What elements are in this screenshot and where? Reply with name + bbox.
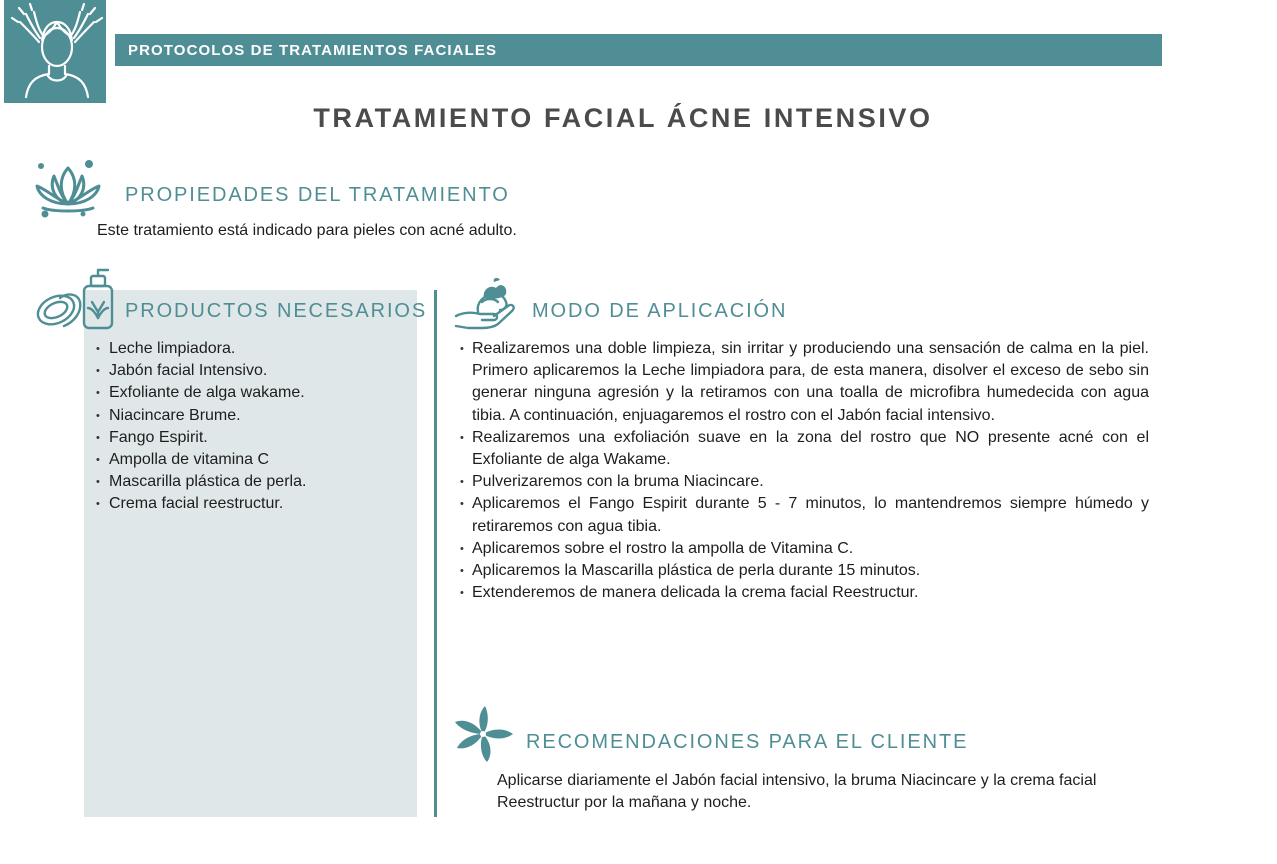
woman-face-icon (4, 0, 106, 103)
list-item: • Niacincare Brume. (96, 405, 306, 427)
list-item: • Exfoliante de alga wakame. (96, 382, 306, 404)
cosmetic-products-icon (34, 268, 116, 332)
list-item: • Ampolla de vitamina C (96, 449, 306, 471)
list-item: • Aplicaremos sobre el rostro la ampolla de Vitamina C. (460, 538, 1149, 560)
recommendations-title: RECOMENDACIONES PARA EL CLIENTE (526, 731, 969, 753)
products-list (96, 338, 306, 516)
products-title: PRODUCTOS NECESARIOS (125, 300, 428, 322)
header-label: PROTOCOLOS DE TRATAMIENTOS FACIALES (128, 42, 498, 59)
column-divider (434, 290, 437, 817)
logo-box (4, 0, 106, 103)
list-item: • Fango Espirit. (96, 427, 306, 449)
list-item: • Realizaremos una exfoliación suave en la zona del rostro que NO presente acné con el Exfoliante de alga Wakame. (460, 427, 1149, 471)
application-steps-list (460, 338, 1149, 604)
application-title: MODO DE APLICACIÓN (532, 300, 788, 322)
list-item: • Aplicaremos la Mascarilla plástica de perla durante 15 minutos. (460, 560, 1149, 582)
properties-text: Este tratamiento está indicado para pieles con acné adulto. (97, 222, 517, 239)
recommendations-text: Aplicarse diariamente el Jabón facial intensivo, la bruma Niacincare y la crema facial Reestructur por la mañana y noche. (497, 772, 1097, 812)
page-title: TRATAMIENTO FACIAL ÁCNE INTENSIVO (313, 103, 933, 133)
list-item: • Realizaremos una doble limpieza, sin irritar y produciendo una sensación de calma en la piel. Primero aplicaremos la Leche limpiadora para, de esta manera, disolver el exceso de sebo sin generar ninguna agresión y la retiramos con una toalla de microfibra humedecida con agua tibia. A continuación, enjuagaremos el rostro con el Jabón facial intensivo. (460, 338, 1149, 427)
list-item: • Jabón facial Intensivo. (96, 360, 306, 382)
list-item: • Leche limpiadora. (96, 338, 306, 360)
hand-cream-icon (454, 276, 520, 330)
properties-title: PROPIEDADES DEL TRATAMIENTO (125, 184, 510, 206)
list-item: • Crema facial reestructur. (96, 493, 306, 515)
lotus-icon (33, 158, 103, 220)
list-item: • Aplicaremos el Fango Espirit durante 5 - 7 minutos, lo mantendremos siempre húmedo y retiraremos con agua tibia. (460, 493, 1149, 537)
list-item: • Mascarilla plástica de perla. (96, 471, 306, 493)
list-item: • Pulverizaremos con la bruma Niacincare. (460, 471, 1149, 493)
list-item: • Extenderemos de manera delicada la crema facial Reestructur. (460, 582, 1149, 604)
flower-icon (453, 706, 513, 764)
